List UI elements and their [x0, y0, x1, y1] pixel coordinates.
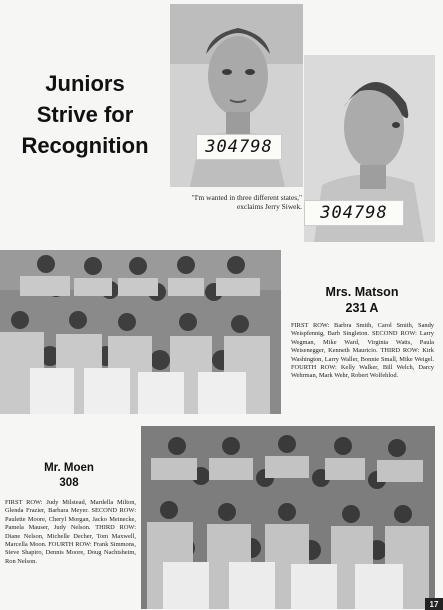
photo-quote: "I'm wanted in three different states," exclaims Jerry Siwek. [191, 193, 302, 211]
teacher-name: Mr. Moen [44, 462, 94, 474]
headline-line-3: Recognition [21, 133, 149, 158]
mugshot-number-placard-profile: 304798 [304, 200, 404, 226]
headline-line-1: Juniors [45, 71, 125, 96]
group-caption-moen: FIRST ROW: Judy Milstead, Mardella Milton, Glenda Frazier, Barbara Meyer. SECOND ROW: Paulette Moore, Cheryl Morgan, Jacko Meinecke, Pamela Mauser, Judy Nelson. THIRD ROW: Diane Nelson, Michelle Decher, Tom Maxwell, Marcella Moon. FOURTH ROW: Frank Simmons, Steve Shapiro, Dennis Moore, Doug Nachtsheim, Ron Nelson. [5, 499, 136, 565]
room-number: 308 [59, 477, 79, 489]
page-headline [10, 68, 160, 161]
teacher-block-moen [4, 461, 134, 491]
homeroom-group-photo-moen [141, 426, 435, 609]
headline-line-2: Strive for [36, 102, 134, 127]
homeroom-group-photo-matson [0, 250, 281, 414]
teacher-name: Mrs. Matson [325, 285, 399, 299]
mugshot-number-placard-front: 304798 [196, 134, 282, 160]
teacher-block-matson [292, 284, 432, 316]
group-caption-matson: FIRST ROW: Barbra Smith, Carol Smith, Sandy Weispfennig, Barb Singleton. SECOND ROW: Larry Wegman, Mike Ward, Virginia Watts, Paula Weisenegger, Kenneth Mauricio. THIRD ROW: Kirk Washington, Larry Waller, Bonnie Small, Mike Weigel. FOURTH ROW: Kelly Walker, Bill Welch, Darcy Wehrman, Mark Wehr, Robert Wolfehlod. [291, 322, 434, 380]
page-number: 17 [425, 598, 443, 610]
room-number: 231 A [345, 301, 379, 315]
